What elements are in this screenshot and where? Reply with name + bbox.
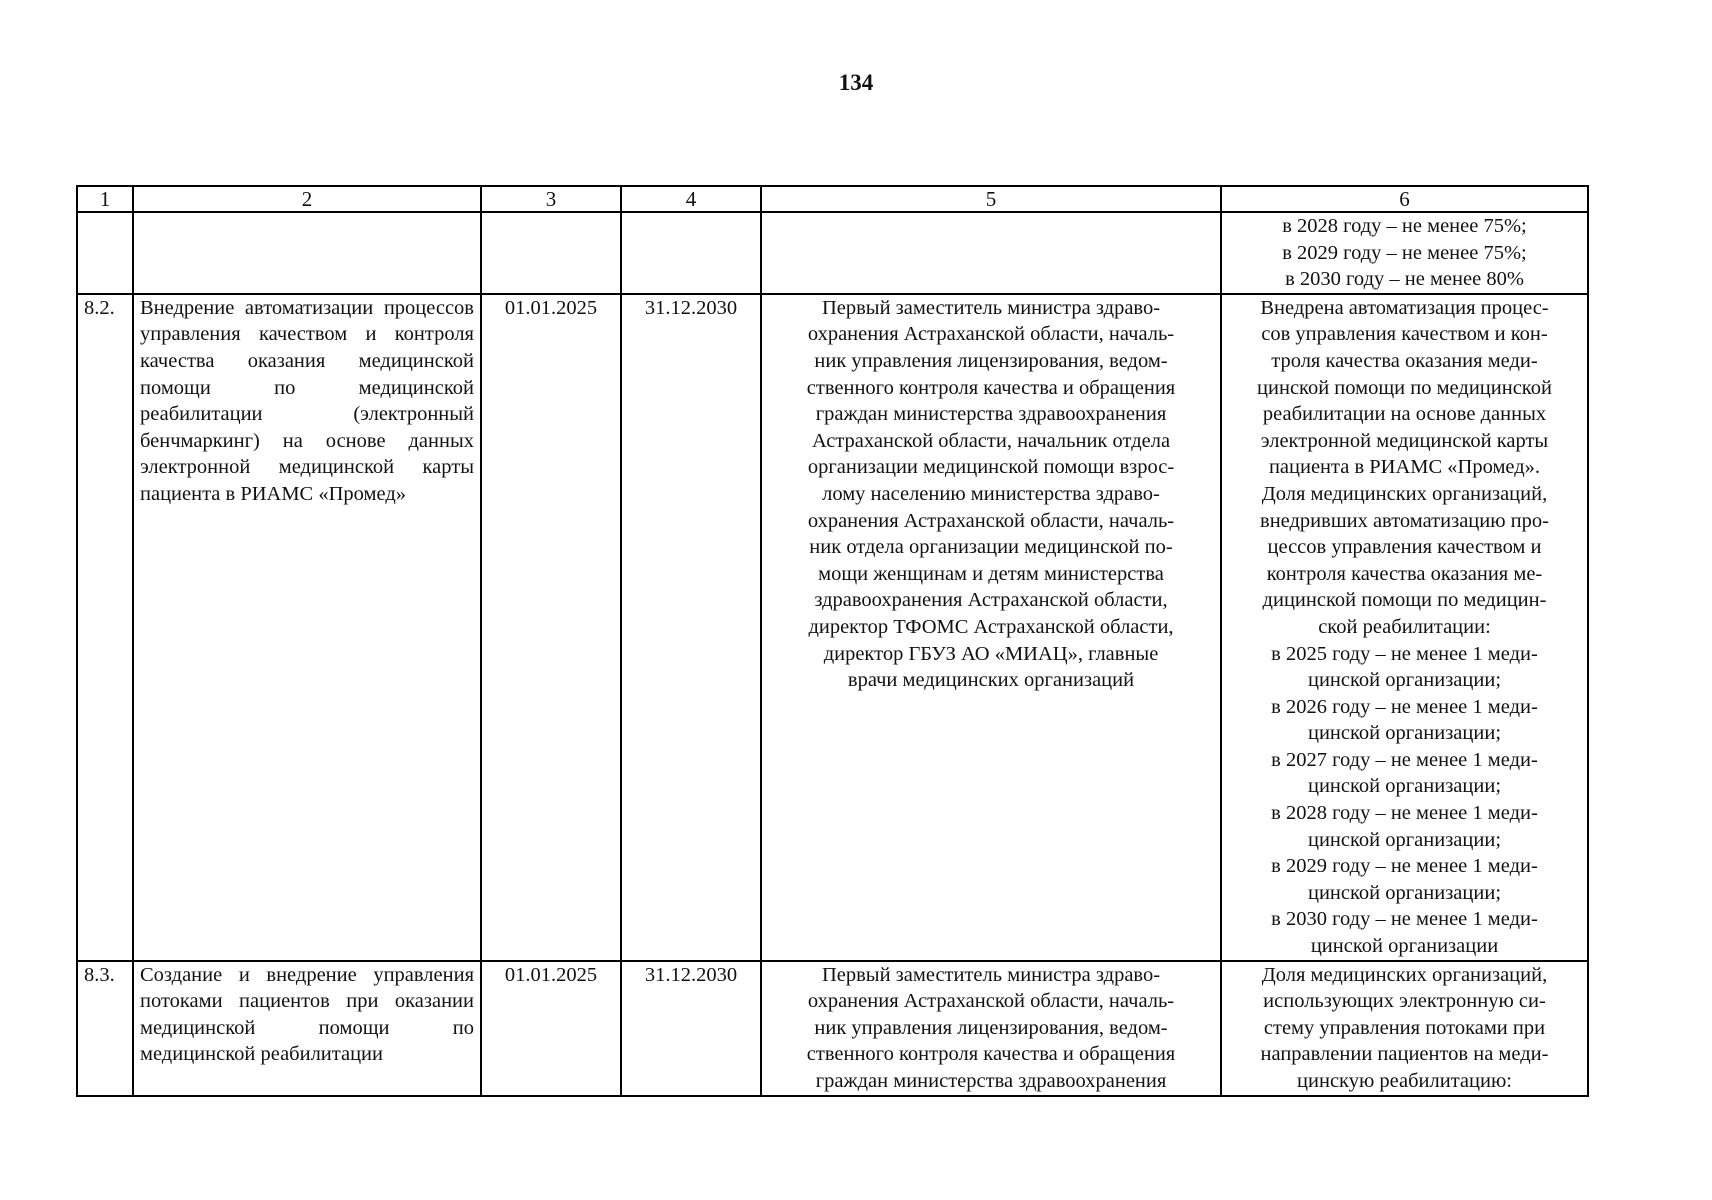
plan-table: [76, 185, 1589, 1097]
result-line: стему управления потоками при: [1263, 1016, 1546, 1039]
result-line: направлении пациентов на меди-: [1260, 1043, 1549, 1066]
responsible-line: организации медицинской помощи взрос-: [807, 456, 1175, 479]
start-date: 01.01.2025: [481, 961, 621, 1096]
result-line: Доля медицинских организаций,: [1261, 482, 1548, 505]
result-cell: [1221, 294, 1588, 961]
row-number: 8.2.: [77, 294, 133, 961]
result-line: цинской организации;: [1307, 828, 1502, 851]
result-line: ской реабилитации:: [1318, 615, 1491, 638]
result-line: в 2030 году – не менее 80%: [1285, 268, 1524, 291]
header-col-1: 1: [77, 186, 133, 212]
result-line: в 2025 году – не менее 1 меди-: [1271, 642, 1538, 665]
result-line: цинской помощи по медицинской: [1257, 376, 1552, 399]
responsible-line: ник управления лицензирования, ведом-: [814, 349, 1168, 372]
responsible-cell: [761, 294, 1221, 961]
continuation-responsible-cell: [761, 212, 1221, 294]
result-line: цессов управления качеством и: [1267, 536, 1542, 559]
end-date: 31.12.2030: [621, 294, 761, 961]
responsible-cell: [761, 961, 1221, 1096]
result-line: цинской организации;: [1307, 669, 1502, 692]
result-line: в 2027 году – не менее 1 меди-: [1271, 748, 1538, 771]
result-line: использующих электронную си-: [1263, 990, 1546, 1013]
responsible-line: ник отдела организации медицинской по-: [809, 536, 1173, 559]
result-line: контроля качества оказания ме-: [1266, 562, 1543, 585]
result-line: в 2029 году – не менее 1 меди-: [1271, 855, 1538, 878]
continuation-name-cell: [133, 212, 481, 294]
responsible-line: мощи женщинам и детям министерства: [818, 562, 1164, 585]
result-line: сов управления качеством и кон-: [1261, 323, 1548, 346]
header-col-4: 4: [621, 186, 761, 212]
result-line: Доля медицинских организаций,: [1261, 963, 1548, 986]
header-col-5: 5: [761, 186, 1221, 212]
measure-name: Внедрение автоматизации процессов управления качеством и контроля качества оказания медицинской помощи по медицинской реабилитации (электронный бенчмаркинг) на основе данных электронной медицинской карты пациента в РИАМС «Промед»: [133, 294, 481, 961]
measure-name: Создание и внедрение управления потоками пациентов при оказании медицинской помощи по медицинской реабилитации: [133, 961, 481, 1096]
header-col-6: 6: [1221, 186, 1588, 212]
responsible-line: охранения Астраханской области, началь-: [807, 323, 1175, 346]
result-line: цинскую реабилитацию:: [1297, 1070, 1512, 1092]
result-line: в 2026 году – не менее 1 меди-: [1271, 695, 1538, 718]
responsible-line: ственного контроля качества и обращения: [806, 376, 1176, 399]
result-line: внедривших автоматизацию про-: [1260, 509, 1549, 532]
responsible-line: врачи медицинских организаций: [847, 669, 1135, 692]
result-line: Внедрена автоматизация процес-: [1260, 296, 1549, 319]
result-line: в 2028 году – не менее 1 меди-: [1271, 802, 1538, 825]
result-line: пациента в РИАМС «Промед».: [1268, 456, 1541, 479]
result-line: троля качества оказания меди-: [1271, 349, 1538, 372]
result-line: цинской организации;: [1307, 722, 1502, 745]
result-line: дицинской помощи по медицин-: [1262, 589, 1547, 612]
responsible-line: Первый заместитель министра здраво-: [821, 296, 1161, 319]
responsible-line: здравоохранения Астраханской области,: [814, 589, 1168, 612]
responsible-line: охранения Астраханской области, началь-: [807, 990, 1175, 1013]
result-line: в 2029 году – не менее 75%;: [1282, 241, 1527, 264]
row-number: 8.3.: [77, 961, 133, 1096]
header-col-2: 2: [133, 186, 481, 212]
result-line: в 2028 году – не менее 75%;: [1282, 215, 1527, 237]
result-line: в 2030 году – не менее 1 меди-: [1271, 908, 1538, 931]
responsible-line: директор ТФОМС Астраханской области,: [808, 615, 1174, 638]
end-date: 31.12.2030: [621, 961, 761, 1096]
continuation-num-cell: [77, 212, 133, 294]
result-line: цинской организации;: [1307, 775, 1502, 798]
result-cell: [1221, 961, 1588, 1096]
start-date: 01.01.2025: [481, 294, 621, 961]
responsible-line: охранения Астраханской области, началь-: [807, 509, 1175, 532]
result-line: реабилитации на основе данных: [1262, 403, 1547, 426]
result-line: цинской организации: [1310, 935, 1499, 958]
responsible-line: граждан министерства здравоохранения: [815, 1070, 1167, 1092]
responsible-line: ственного контроля качества и обращения: [806, 1043, 1176, 1066]
page-number: 134: [838, 70, 874, 95]
continuation-row: [77, 212, 1588, 294]
responsible-line: ник управления лицензирования, ведом-: [814, 1016, 1168, 1039]
responsible-line: лому населению министерства здраво-: [822, 482, 1160, 505]
table-row: [77, 961, 1588, 1096]
continuation-end-cell: [621, 212, 761, 294]
responsible-line: Астраханской области, начальник отдела: [811, 429, 1171, 452]
responsible-line: директор ГБУЗ АО «МИАЦ», главные: [823, 642, 1159, 665]
responsible-line: Первый заместитель министра здраво-: [821, 963, 1161, 986]
responsible-line: граждан министерства здравоохранения: [815, 403, 1167, 426]
continuation-start-cell: [481, 212, 621, 294]
header-col-3: 3: [481, 186, 621, 212]
table-row: [77, 294, 1588, 961]
continuation-result-cell: [1221, 212, 1588, 294]
result-line: электронной медицинской карты: [1260, 429, 1549, 452]
header-row: [77, 186, 1588, 212]
result-line: цинской организации;: [1307, 881, 1502, 904]
